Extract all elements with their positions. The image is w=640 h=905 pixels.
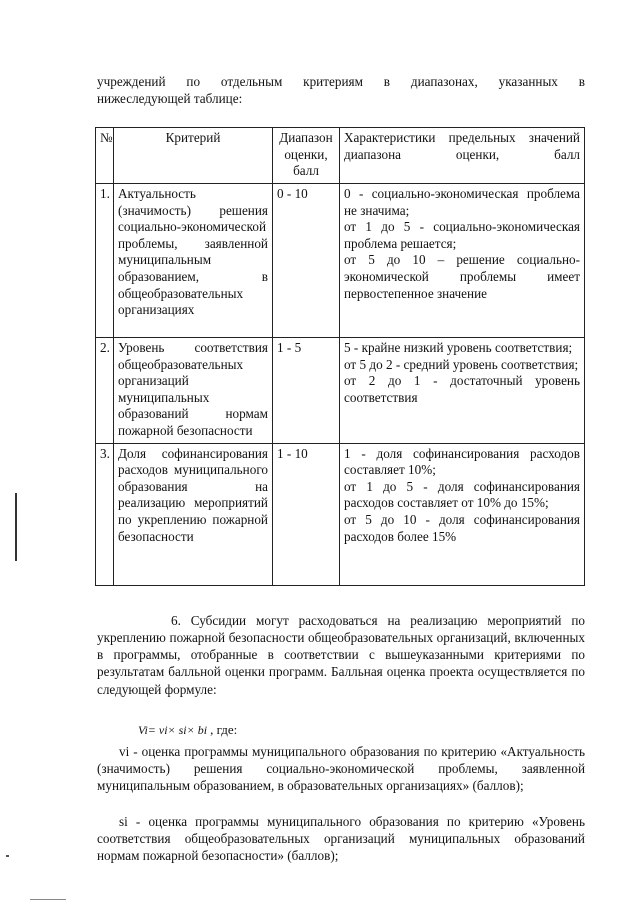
characteristic-item: 0 - социально-экономическая проблема не значима; [344,186,580,218]
definition-si [97,813,585,864]
paragraph-6 [97,612,585,698]
formula-expression: Vi= vi× si× bi [138,723,208,737]
definition-vi [97,743,585,794]
characteristic-item: 1 - доля софинансирования расходов составляет 10%; [344,445,580,478]
characteristic-item: от 5 до 10 - доля софинансирования расходов более 15% [344,511,580,544]
characteristic-item: от 2 до 1 - достаточный уровень соответствия [344,373,580,405]
characteristic-item: от 1 до 5 - доля софинансирования расходов составляет от 10% до 15%; [344,478,580,511]
row-criterion: Уровень соответствия общеобразовательных организаций муниципальных образований нормам пожарной безопасности [114,338,273,444]
header-range: Диапазон оценки, балл [273,128,340,184]
table-header-row [96,128,585,184]
scan-edge-mark [30,899,66,900]
characteristic-item: от 5 до 10 – решение социально-экономической проблемы имеет первостепенное значение [344,252,580,301]
definition-si-text: si - оценка программы муниципального образования по критерию «Уровень соответствия общеобразовательных организаций муниципальных образований нормам пожарной безопасности» (баллов); [97,814,585,864]
row-characteristics [340,338,585,444]
scan-speck [6,855,9,857]
row-criterion: Актуальность (значимость) решения социально-экономической проблемы, заявленной муниципальным образованием, в общеобразовательных организациях [114,184,273,338]
characteristic-item: от 1 до 5 - социально-экономическая проблема решается; [344,219,580,251]
row-criterion: Доля софинансирования расходов муниципального образования на реализацию мероприятий по укреплению пожарной безопасности [114,443,273,585]
characteristic-item: от 5 до 2 - средний уровень соответствия; [344,356,579,372]
row-num: 2. [96,338,114,444]
formula-suffix: , где: [210,722,238,737]
intro-line-2: нижеследующей таблице: [97,91,243,107]
row-num: 3. [96,443,114,585]
paragraph-6-text: 6. Субсидии могут расходоваться на реализацию мероприятий по укреплению пожарной безопасности общеобразовательных организаций, включенных в программы, отобранные в соответствии с вышеуказанными критериями по результатам балльной оценки программ. Балльная оценка проекта осуществляется по следующей формуле: [97,613,585,697]
characteristic-item: 5 - крайне низкий уровень соответствия; [344,340,573,355]
row-num: 1. [96,184,114,338]
row-range: 1 - 10 [273,443,340,585]
row-range: 1 - 5 [273,338,340,444]
criteria-table [95,127,585,586]
table-row [96,184,585,338]
row-characteristics [340,443,585,585]
table-row [96,338,585,444]
margin-mark [15,493,17,561]
row-range: 0 - 10 [273,184,340,338]
header-criterion: Критерий [114,128,273,184]
definition-vi-text: vi - оценка программы муниципального образования по критерию «Актуальность (значимость) решения социально-экономической проблемы, заявленной муниципальным образованием, в образовательных организациях» (баллов); [97,744,585,794]
header-characteristics: Характеристики предельных значений диапазона оценки, балл [340,128,585,184]
header-num: № [96,128,114,184]
intro-text [97,73,585,107]
table-row [96,443,585,585]
formula [138,722,237,739]
intro-line-1: учреждений по отдельным критериям в диапазонах, указанных в [97,74,585,89]
row-characteristics [340,184,585,338]
